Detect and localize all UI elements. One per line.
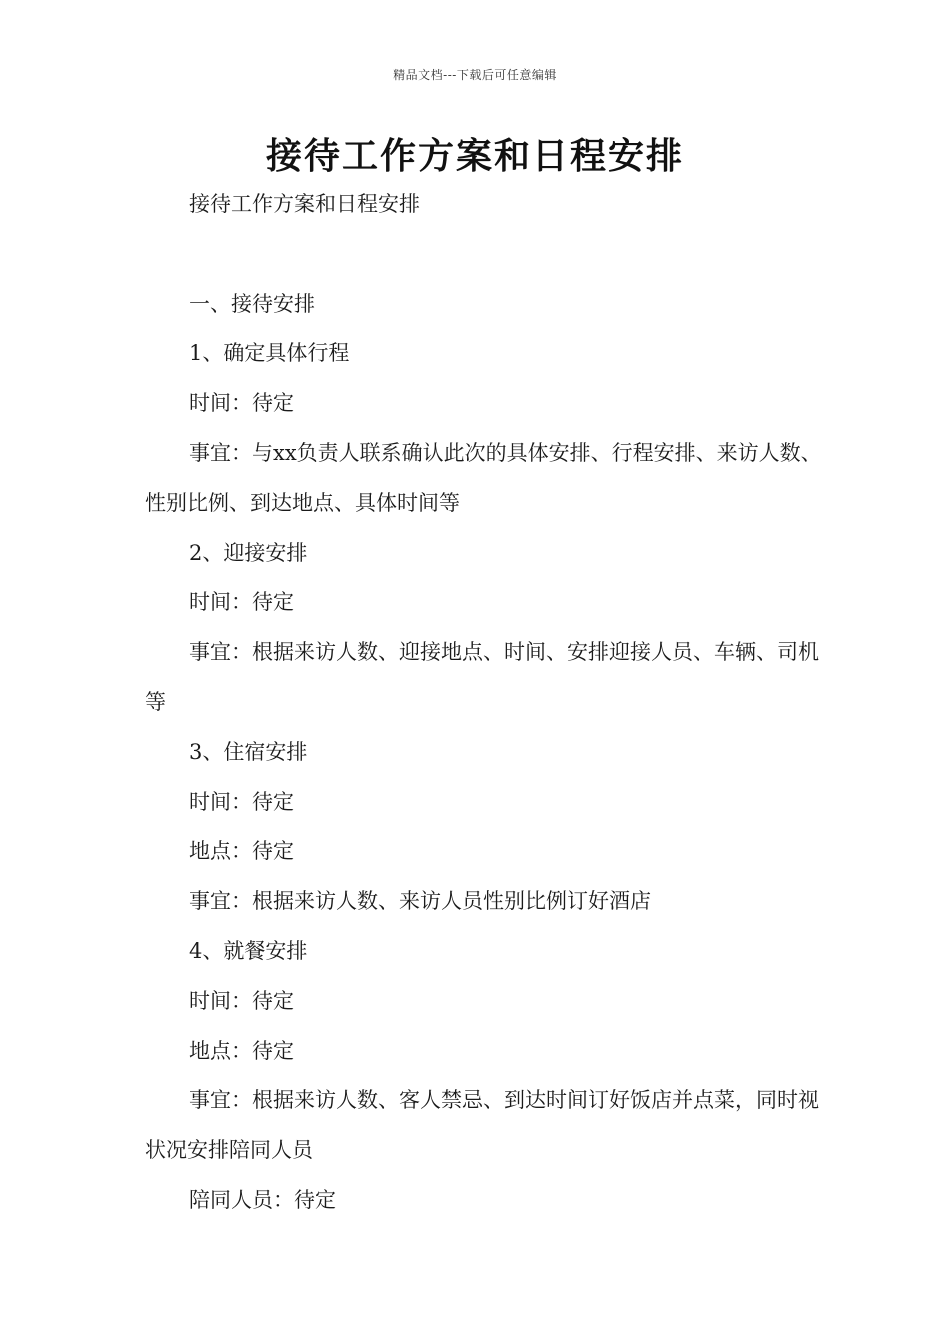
subtitle-paragraph: 接待工作方案和日程安排	[189, 192, 420, 216]
time-line: 时间：待定	[189, 988, 294, 1013]
time-line: 时间：待定	[189, 590, 294, 615]
item-heading: 1、确定具体行程	[189, 341, 350, 366]
location-line: 地点：待定	[189, 839, 294, 864]
item-heading: 4、就餐安排	[189, 938, 308, 963]
document-title: 接待工作方案和日程安排	[265, 136, 684, 177]
header-note: 精品文档---下载后可任意编辑	[393, 68, 557, 82]
location-line: 地点：待定	[189, 1038, 294, 1063]
section-heading: 一、接待安排	[189, 291, 315, 316]
escort-line: 陪同人员：待定	[189, 1187, 336, 1212]
time-line: 时间：待定	[189, 789, 294, 814]
blank-line	[145, 230, 825, 280]
matter-paragraph: 事宜：根据来访人数、迎接地点、时间、安排迎接人员、车辆、司机等	[145, 640, 819, 714]
matter-paragraph: 事宜：根据来访人数、客人禁忌、到达时间订好饭店并点菜，同时视状况安排陪同人员	[145, 1088, 819, 1163]
time-line: 时间：待定	[189, 391, 294, 416]
document-body	[145, 180, 825, 1226]
matter-paragraph: 事宜：与xx负责人联系确认此次的具体安排、行程安排、来访人数、性别比例、到达地点、具体时间等	[145, 440, 822, 515]
item-heading: 3、住宿安排	[189, 739, 308, 764]
item-heading: 2、迎接安排	[189, 540, 308, 565]
matter-paragraph: 事宜：根据来访人数、来访人员性别比例订好酒店	[189, 889, 651, 914]
